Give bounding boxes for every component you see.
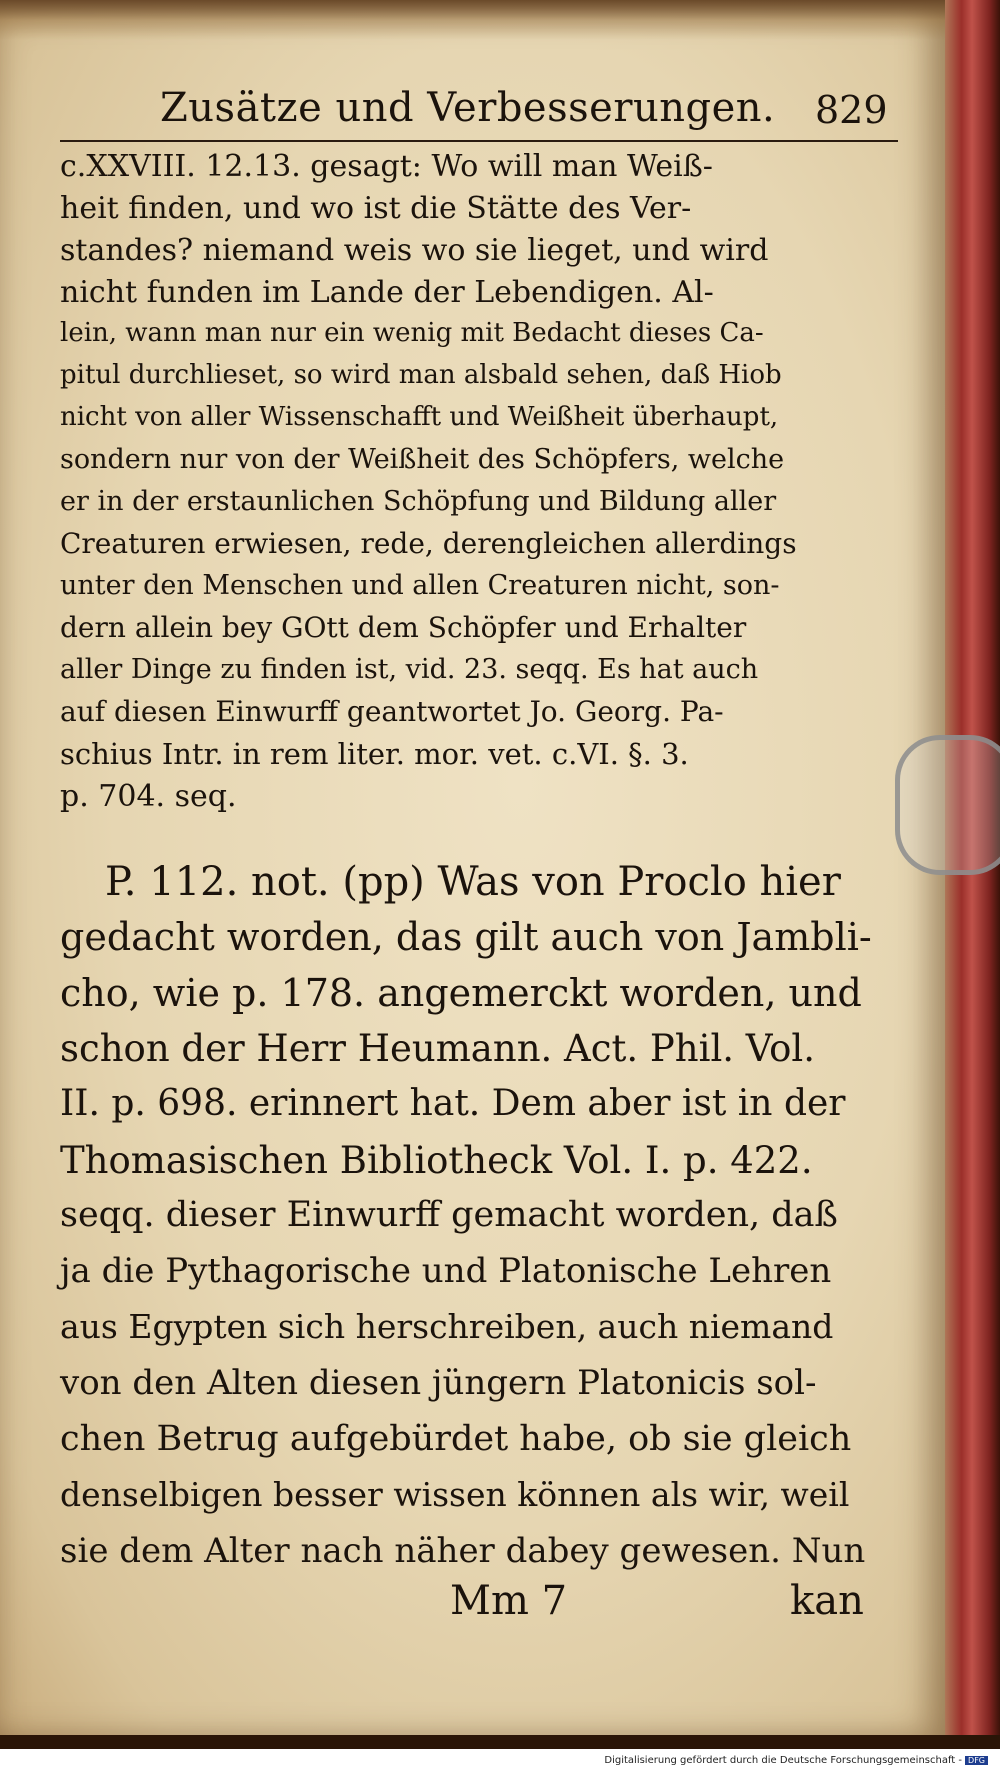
credit-text: Digitalisierung gefördert durch die Deutsche Forschungsgemeinschaft - xyxy=(604,1755,963,1766)
digitization-credit xyxy=(604,1755,988,1766)
text-line: schius Intr. in rem liter. mor. vet. c.VI. §. 3. xyxy=(60,737,689,771)
catchword: kan xyxy=(790,1578,864,1624)
text-line: seqq. dieser Einwurff gemacht worden, daß xyxy=(60,1195,838,1235)
text-line: nicht funden im Lande der Lebendigen. Al- xyxy=(60,275,714,310)
signature-mark: Mm 7 xyxy=(450,1578,568,1624)
text-line: von den Alten diesen jüngern Platonicis sol- xyxy=(60,1363,817,1403)
text-line: p. 704. seq. xyxy=(60,779,237,814)
text-line: auf diesen Einwurff geantwortet Jo. Georg. Pa- xyxy=(60,695,724,728)
text-line: cho, wie p. 178. angemerckt worden, und xyxy=(60,971,862,1015)
text-line: P. 112. not. (pp) Was von Proclo hier xyxy=(105,859,841,905)
text-line: nicht von aller Wissenschafft und Weißheit überhaupt, xyxy=(60,402,779,432)
scan-edge xyxy=(0,1735,1000,1749)
text-line: lein, wann man nur ein wenig mit Bedacht dieses Ca- xyxy=(60,318,764,348)
text-line: gedacht worden, das gilt auch von Jambli- xyxy=(60,915,872,959)
text-line: sie dem Alter nach näher dabey gewesen. Nun xyxy=(60,1531,866,1571)
header-rule xyxy=(60,140,898,142)
text-line: aller Dinge zu finden ist, vid. 23. seqq. Es hat auch xyxy=(60,654,759,685)
page-top-shadow xyxy=(0,0,945,40)
footer-bar xyxy=(0,1735,1000,1778)
page-number: 829 xyxy=(815,88,888,132)
page-clip xyxy=(895,735,1000,875)
text-line: unter den Menschen und allen Creaturen nicht, son- xyxy=(60,570,780,601)
text-line: aus Egypten sich herschreiben, auch niemand xyxy=(60,1307,834,1346)
text-line: denselbigen besser wissen können als wir, weil xyxy=(60,1475,850,1514)
text-line: c.XXVIII. 12.13. gesagt: Wo will man Weiß- xyxy=(60,149,713,184)
text-line: Creaturen erwiesen, rede, derengleichen allerdings xyxy=(60,527,797,560)
text-line: er in der erstaunlichen Schöpfung und Bildung aller xyxy=(60,486,777,517)
running-header-title: Zusätze und Verbesserungen. xyxy=(160,85,776,131)
text-line: sondern nur von der Weißheit des Schöpfers, welche xyxy=(60,444,785,475)
text-line: II. p. 698. erinnert hat. Dem aber ist in der xyxy=(60,1083,846,1124)
text-line: heit finden, und wo ist die Stätte des Ver- xyxy=(60,191,692,226)
text-line: schon der Herr Heumann. Act. Phil. Vol. xyxy=(60,1027,815,1070)
dfg-logo: DFG xyxy=(965,1756,988,1765)
text-line: ja die Pythagorische und Platonische Lehren xyxy=(60,1251,832,1291)
text-line: dern allein bey GOtt dem Schöpfer und Erhalter xyxy=(60,611,747,644)
text-line: standes? niemand weis wo sie lieget, und wird xyxy=(60,233,769,268)
text-line: chen Betrug aufgebürdet habe, ob sie gleich xyxy=(60,1419,852,1459)
text-line: Thomasischen Bibliotheck Vol. I. p. 422. xyxy=(60,1139,813,1182)
text-line: pitul durchlieset, so wird man alsbald sehen, daß Hiob xyxy=(60,360,782,390)
